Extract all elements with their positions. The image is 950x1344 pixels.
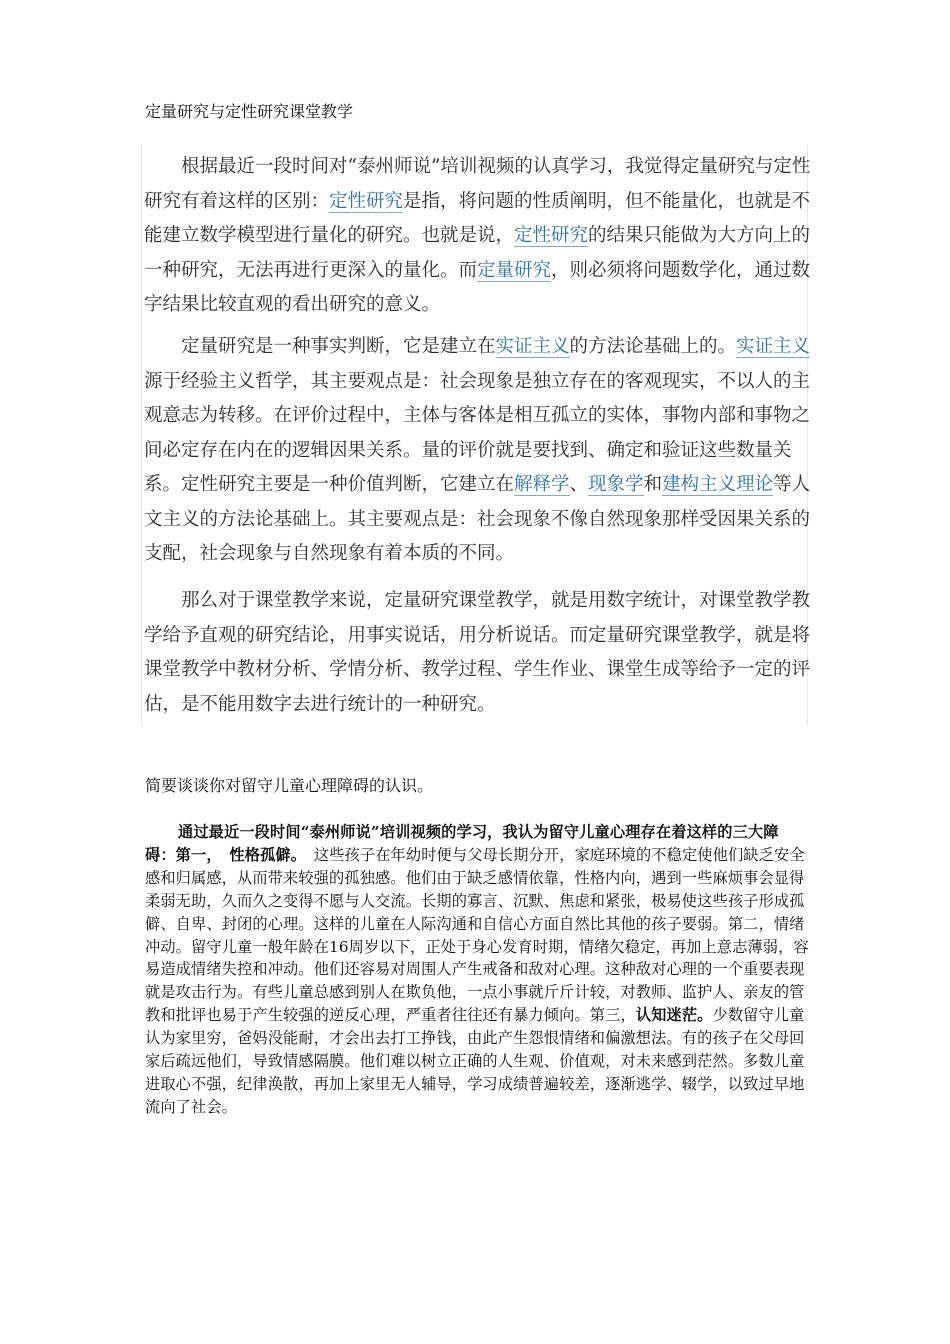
paragraph-text: 的结果只能做为大方向上的一种研究，无法再进行更深入的量化。而	[144, 225, 811, 281]
paragraph-text: 少数留守儿童认为家里穷，爸妈没能耐，才会出去打工挣钱，由此产生怨恨情绪和偏激想法。有的孩子在父母回家后疏远他们，导致情感隔膜。他们难以树立正确的人生观、价值观，对未来感到茫然。多数儿童进取心不强，纪律涣散，再加上家里无人辅导，学习成绩普遍较差，逐渐逃学、辍学，以致过早地流向了社会。	[145, 1006, 805, 1116]
bold-intro: 通过最近一段时间“泰州师说”培训视频的学习，我认为留守儿童心理存在着这样的三大障碍：第一， 性格孤僻。	[145, 823, 779, 864]
link-hermeneutics[interactable]: 解释学	[514, 474, 570, 495]
paragraph-research-3: 那么对于课堂教学来说，定量研究课堂教学，就是用数字统计，对课堂教学教学给予直观的研究结论，用事实说话，用分析说话。而定量研究课堂教学，就是将课堂教学中教材分析、学情分析、教学过程、学生作业、课堂生成等给予一定的评估，是不能用数字去进行统计的一种研究。	[144, 590, 811, 715]
paragraph-text: 等人文主义的方法论基础上。其主要观点是：社会现象不像自然现象那样受因果关系的支配，社会现象与自然现象有着本质的不同。	[144, 474, 811, 564]
section-title-research: 定量研究与定性研究课堂教学	[145, 102, 354, 121]
paragraph-text: 和	[643, 474, 663, 495]
paragraph-research-1	[144, 150, 824, 323]
paragraph-text: 源于经验主义哲学，其主要观点是：社会现象是独立存在的客观现实，不以人的主观意志为转移。在评价过程中，主体与客体是相互孤立的实体，事物内部和事物之间必定存在内在的逻辑因果关系。量的评价就是要找到、确定和验证这些数量关系。定性研究主要是一种价值判断，它建立在	[144, 370, 811, 495]
paragraph-left-behind-children	[145, 821, 809, 1119]
paragraph-text: 的方法论基础上的。	[569, 336, 737, 357]
paragraph-text: 是指，将问题的性质阐明，但不能量化，也就是不能建立数学模型进行量化的研究。也就是说，	[144, 190, 811, 246]
link-positivism[interactable]: 实证主义	[495, 336, 570, 357]
link-quantitative-research[interactable]: 定量研究	[477, 259, 552, 281]
separator: 、	[569, 474, 589, 495]
link-qualitative-research-2[interactable]: 定性研究	[514, 225, 589, 246]
paragraph-research-2	[144, 330, 824, 572]
paragraph-text: 这些孩子在年幼时便与父母长期分开，家庭环境的不稳定使他们缺乏安全感和归属感，从而带来较强的孤独感。他们由于缺乏感情依靠，性格内向，遇到一些麻烦事会显得柔弱无助，久而久之变得不愿与人交流。长期的寡言、沉默、焦虑和紧张，极易使这些孩子形成孤僻、自卑、封闭的心理。这样的儿童在人际沟通和自信心方面自然比其他的孩子要弱。第二，情绪冲动。留守儿童一般年龄在16周岁以下，正处于身心发育时期，情绪欠稳定，再加上意志薄弱，容易造成情绪失控和冲动。他们还容易对周围人产生戒备和敌对心理。这种敌对心理的一个重要表现就是攻击行为。有些儿童总感到别人在欺负他，一点小事就斤斤计较，对教师、监护人、亲友的管教和批评也易于产生较强的逆反心理，严重者往往还有暴力倾向。第三，	[145, 845, 809, 1025]
section-title-left-behind-children: 简要谈谈你对留守儿童心理障碍的认识。	[145, 776, 434, 795]
paragraph-text: ，则必须将问题数学化，通过数字结果比较直观的看出研究的意义。	[144, 259, 811, 315]
link-phenomenology[interactable]: 现象学	[588, 474, 644, 495]
paragraph-intro: 根据最近一段时间对“泰州师说”培训视频的认真学习，我觉得定量研究与定性研究有着这样的区别：	[144, 156, 811, 212]
paragraph-text: 定量研究是一种事实判断，它是建立在	[181, 336, 496, 357]
link-positivism-2[interactable]: 实证主义	[736, 336, 811, 357]
bold-cognitive-confusion: 认知迷茫。	[635, 1006, 713, 1025]
link-qualitative-research[interactable]: 定性研究	[329, 190, 404, 212]
link-constructivism[interactable]: 建构主义理论	[662, 474, 774, 495]
